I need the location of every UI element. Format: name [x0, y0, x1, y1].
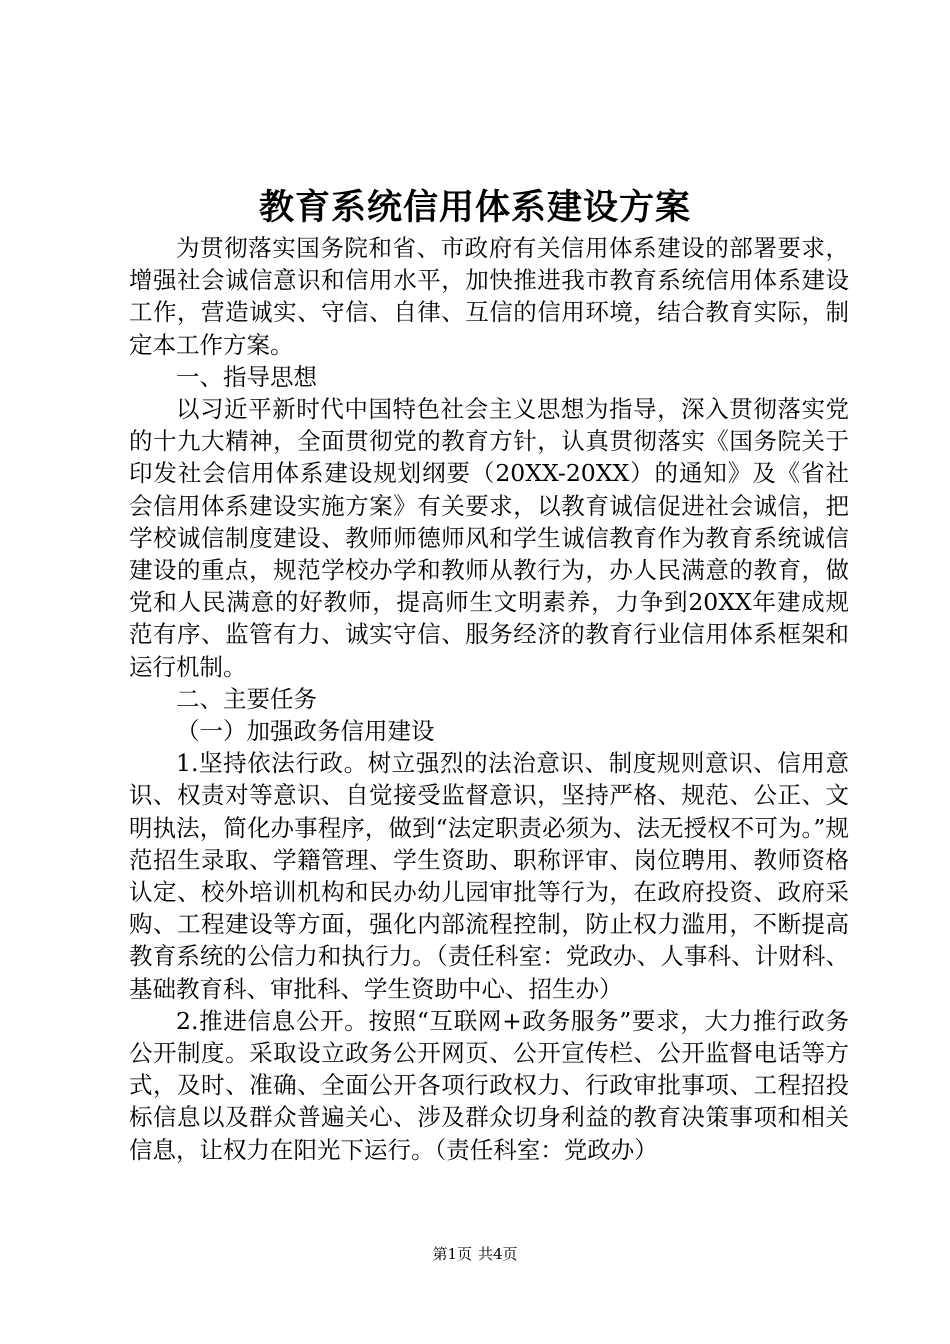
page-total: 共4页	[478, 1245, 518, 1263]
page-footer	[0, 1244, 950, 1264]
subsection-heading-government-credit: （一）加强政务信用建设	[176, 717, 435, 746]
section-heading-guiding-ideology: 一、指导思想	[176, 362, 317, 391]
section-heading-main-tasks: 二、主要任务	[176, 684, 317, 713]
task-paragraph-information-disclosure: 2.推进信息公开。按照“互联网+政务服务”要求，大力推行政务公开制度。采取设立政务公开网页、公开宣传栏、公开监督电话等方式，及时、准确、全面公开各项行政权力、行政审批事项、工程招投标信息以及群众普遍关心、涉及群众切身利益的教育决策事项和相关信息，让权力在阳光下运行。（责任科室：党政办）	[129, 1006, 849, 1164]
document-body	[129, 232, 849, 1166]
task-paragraph-law-administration: 1.坚持依法行政。树立强烈的法治意识、制度规则意识、信用意识、权责对等意识、自觉接受监督意识，坚持严格、规范、公正、文明执法，简化办事程序，做到“法定职责必须为、法无授权不可为。”规范招生录取、学籍管理、学生资助、职称评审、岗位聘用、教师资格认定、校外培训机构和民办幼儿园审批等行为，在政府投资、政府采购、工程建设等方面，强化内部流程控制，防止权力滥用，不断提高教育系统的公信力和执行力。（责任科室：党政办、人事科、计财科、基础教育科、审批科、学生资助中心、招生办）	[129, 749, 849, 1003]
guiding-ideology-paragraph: 以习近平新时代中国特色社会主义思想为指导，深入贯彻落实党的十九大精神，全面贯彻党的教育方针，认真贯彻落实《国务院关于印发社会信用体系建设规划纲要（20XX-20XX）的通知》及《省社会信用体系建设实施方案》有关要求，以教育诚信促进社会诚信，把学校诚信制度建设、教师师德师风和学生诚信教育作为教育系统诚信建设的重点，规范学校办学和教师从教行为，办人民满意的教育，做党和人民满意的好教师，提高师生文明素养，力争到20XX年建成规范有序、监管有力、诚实守信、服务经济的教育行业信用体系框架和运行机制。	[129, 395, 849, 681]
document-title: 教育系统信用体系建设方案	[258, 188, 691, 228]
intro-paragraph: 为贯彻落实国务院和省、市政府有关信用体系建设的部署要求，增强社会诚信意识和信用水平，加快推进我市教育系统信用体系建设工作，营造诚实、守信、自律、互信的信用环境，结合教育实际，制定本工作方案。	[129, 234, 849, 359]
page-number: 第1页	[432, 1245, 472, 1263]
